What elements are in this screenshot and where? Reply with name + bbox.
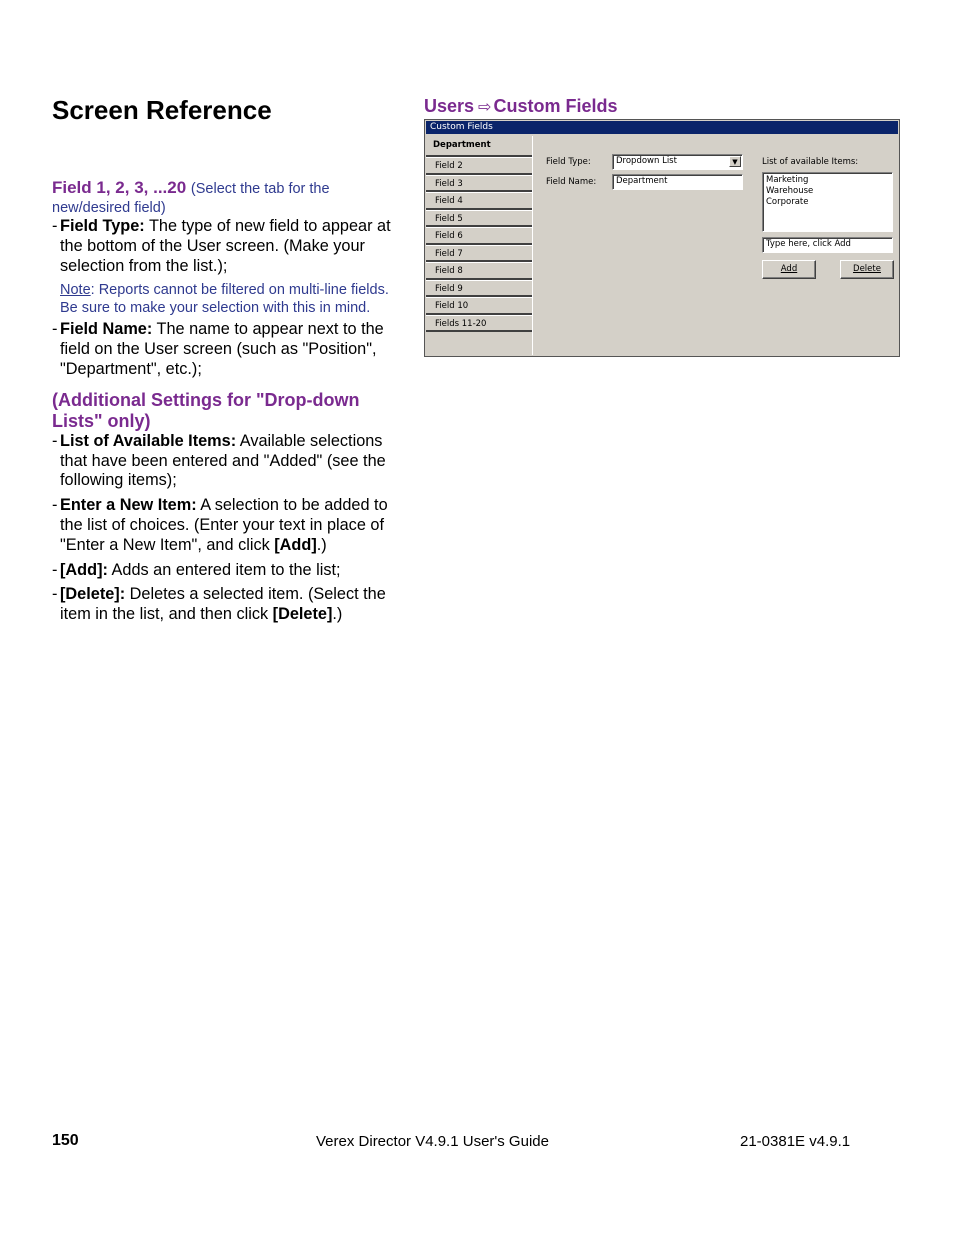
tab-field-7[interactable]: Field 7 bbox=[426, 245, 532, 263]
enter-item-text-end: .) bbox=[316, 535, 327, 554]
field-name-item: - Field Name: The name to appear next to the field on the User screen (such as "Position", "Department", etc.); bbox=[52, 320, 384, 378]
add-button-label: Add bbox=[780, 264, 798, 274]
note-label: Note bbox=[60, 282, 91, 299]
tab-content bbox=[532, 136, 898, 355]
field-type-item: - Field Type: The type of new field to appear at the bottom of the User screen. (Make your selection from the list.); bbox=[52, 217, 391, 275]
list-item[interactable]: Marketing bbox=[766, 175, 809, 185]
field-heading-title: Field 1, 2, 3, ...20 bbox=[52, 178, 187, 197]
field-name-label: Field Name: bbox=[546, 177, 597, 187]
list-items-label: List of Available Items: bbox=[60, 431, 237, 450]
note bbox=[60, 282, 410, 317]
tab-department[interactable]: Department bbox=[426, 136, 532, 157]
tab-fields-11-20[interactable]: Fields 11-20 bbox=[426, 315, 532, 333]
delete-button-label: Delete bbox=[853, 264, 881, 274]
tab-field-4[interactable]: Field 4 bbox=[426, 192, 532, 210]
field-type-value: Dropdown List bbox=[616, 156, 677, 166]
footer-doc-id: 21-0381E v4.9.1 bbox=[740, 1133, 851, 1150]
field-name-label: Field Name: bbox=[60, 320, 153, 339]
field-name-text: The name to appear next to the field on the User screen (such as "Position", "Department", etc.); bbox=[60, 320, 384, 378]
delete-button[interactable] bbox=[840, 260, 894, 279]
delete-ref: [Delete] bbox=[272, 605, 333, 624]
left-column bbox=[52, 178, 410, 625]
field-heading-sub: (Select the tab for the bbox=[190, 181, 330, 197]
delete-text-end: .) bbox=[332, 605, 343, 624]
field-name-input[interactable]: Department bbox=[612, 174, 743, 190]
note-text: : Reports cannot be filtered on multi-line fields. Be sure to make your selection with this in mind. bbox=[60, 282, 389, 316]
tab-field-8[interactable]: Field 8 bbox=[426, 262, 532, 280]
new-item-input[interactable]: Type here, click Add bbox=[762, 237, 893, 253]
enter-item-add-ref: [Add] bbox=[274, 535, 317, 554]
page-number: 150 bbox=[52, 1132, 79, 1149]
delete-item: - [Delete]: Deletes a selected item. (Select the item in the list, and then click [Delete].) bbox=[52, 585, 386, 624]
delete-text: Deletes a selected item. (Select the item in the list, and then click bbox=[60, 585, 386, 624]
available-items-list[interactable] bbox=[762, 172, 893, 232]
available-items-label: List of available Items: bbox=[762, 157, 859, 167]
tab-field-3[interactable]: Field 3 bbox=[426, 175, 532, 193]
field-type-dropdown[interactable] bbox=[612, 154, 743, 170]
tab-field-10[interactable]: Field 10 bbox=[426, 297, 532, 315]
path-users: Users bbox=[424, 96, 475, 116]
chevron-down-icon[interactable]: ▼ bbox=[729, 156, 741, 167]
field-type-text: The type of new field to appear at the bottom of the User screen. (Make your selection from the list.); bbox=[60, 217, 391, 275]
field-heading bbox=[52, 178, 410, 199]
dropdown-settings-heading: (Additional Settings for "Drop-down Lists" only) bbox=[52, 389, 360, 431]
enter-item-text: A selection to be added to the list of choices. (Enter your text in place of "Enter a New Item", and click bbox=[60, 496, 388, 554]
add-item: - [Add]: Adds an entered item to the list; bbox=[52, 560, 341, 579]
delete-label: [Delete]: bbox=[60, 585, 126, 604]
add-label: [Add]: bbox=[60, 560, 108, 579]
field-type-label: Field Type: bbox=[546, 157, 591, 167]
add-text: Adds an entered item to the list; bbox=[107, 560, 341, 579]
list-item[interactable]: Corporate bbox=[766, 197, 809, 207]
dialog-titlebar: Custom Fields bbox=[426, 121, 898, 134]
add-button[interactable] bbox=[762, 260, 816, 279]
field-type-label: Field Type: bbox=[60, 217, 145, 235]
tab-field-9[interactable]: Field 9 bbox=[426, 280, 532, 298]
enter-item-label: Enter a New Item: bbox=[60, 496, 197, 515]
field-heading-sub-continued: new/desired field) bbox=[52, 200, 166, 216]
list-items-text: Available selections that have been entered and "Added" (see the following items); bbox=[60, 431, 386, 490]
tab-field-6[interactable]: Field 6 bbox=[426, 227, 532, 245]
page-title: Screen Reference bbox=[52, 95, 272, 125]
list-item[interactable]: Warehouse bbox=[766, 186, 814, 196]
field-tabs bbox=[426, 136, 532, 332]
footer-title: Verex Director V4.9.1 User's Guide bbox=[316, 1133, 549, 1150]
enter-item-item: - Enter a New Item: A selection to be added to the list of choices. (Enter your text in place of "Enter a New Item", and click [Add].) bbox=[52, 496, 388, 554]
custom-fields-dialog bbox=[424, 119, 900, 357]
arrow-right-icon: ⇨ bbox=[478, 99, 492, 116]
list-items-item: - List of Available Items: Available selections that have been entered and "Added" (see the following items); bbox=[52, 431, 386, 490]
screen-path-heading bbox=[424, 96, 617, 117]
path-custom-fields: Custom Fields bbox=[493, 96, 618, 116]
tab-field-5[interactable]: Field 5 bbox=[426, 210, 532, 228]
tab-field-2[interactable]: Field 2 bbox=[426, 157, 532, 175]
